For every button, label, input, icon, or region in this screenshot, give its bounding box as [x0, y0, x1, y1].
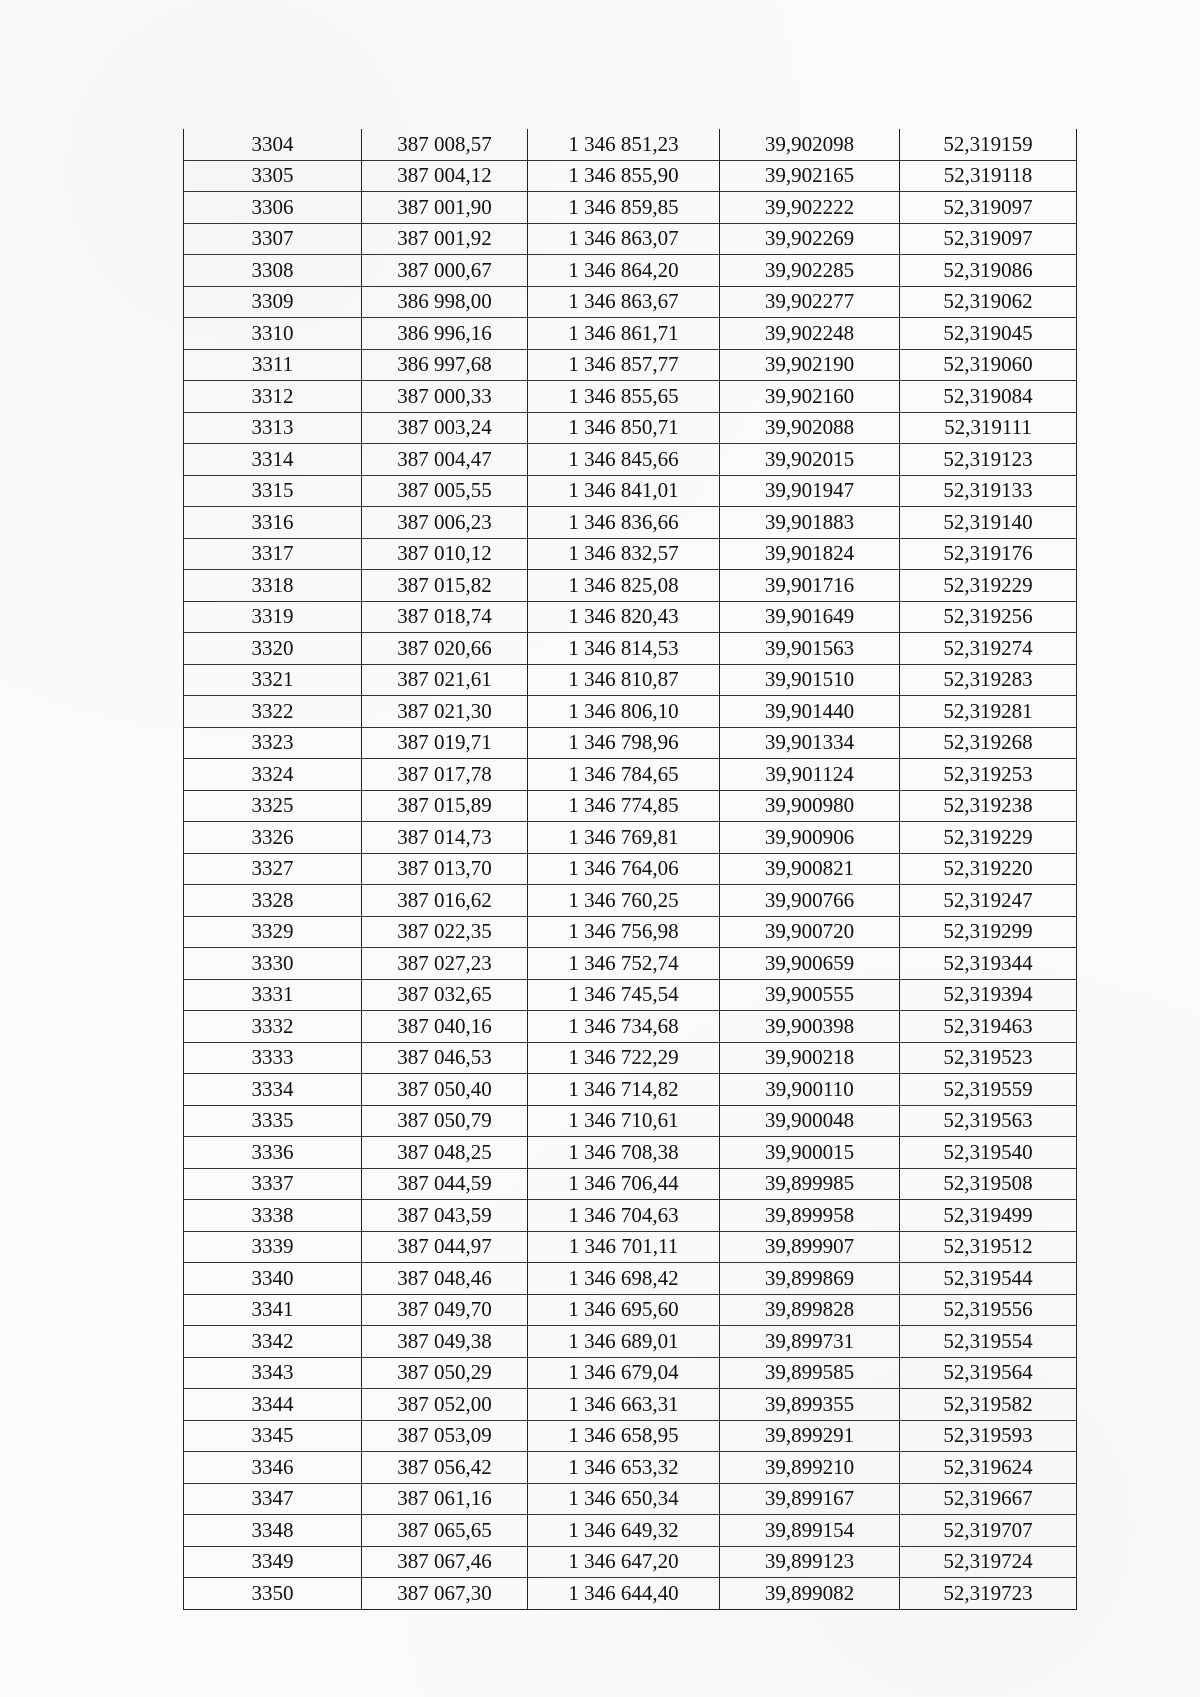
latitude-cell: 52,319084	[900, 381, 1077, 413]
longitude-cell: 39,899731	[720, 1326, 900, 1358]
longitude-cell: 39,900218	[720, 1042, 900, 1074]
y-coordinate-cell: 1 346 841,01	[528, 475, 720, 507]
x-coordinate-cell: 387 013,70	[362, 853, 528, 885]
x-coordinate-cell: 387 000,33	[362, 381, 528, 413]
y-coordinate-cell: 1 346 774,85	[528, 790, 720, 822]
point-number-cell: 3306	[184, 192, 362, 224]
latitude-cell: 52,319111	[900, 412, 1077, 444]
table-row	[184, 727, 1077, 759]
table-row	[184, 1168, 1077, 1200]
table-row	[184, 1137, 1077, 1169]
coordinates-table	[183, 129, 1077, 1610]
latitude-cell: 52,319176	[900, 538, 1077, 570]
x-coordinate-cell: 387 006,23	[362, 507, 528, 539]
longitude-cell: 39,902190	[720, 349, 900, 381]
longitude-cell: 39,902269	[720, 223, 900, 255]
latitude-cell: 52,319564	[900, 1357, 1077, 1389]
latitude-cell: 52,319344	[900, 948, 1077, 980]
longitude-cell: 39,900048	[720, 1105, 900, 1137]
table-row	[184, 1420, 1077, 1452]
latitude-cell: 52,319247	[900, 885, 1077, 917]
longitude-cell: 39,899355	[720, 1389, 900, 1421]
y-coordinate-cell: 1 346 650,34	[528, 1483, 720, 1515]
latitude-cell: 52,319556	[900, 1294, 1077, 1326]
longitude-cell: 39,900821	[720, 853, 900, 885]
longitude-cell: 39,901883	[720, 507, 900, 539]
table-row	[184, 1357, 1077, 1389]
latitude-cell: 52,319123	[900, 444, 1077, 476]
latitude-cell: 52,319281	[900, 696, 1077, 728]
table-row	[184, 948, 1077, 980]
y-coordinate-cell: 1 346 722,29	[528, 1042, 720, 1074]
latitude-cell: 52,319274	[900, 633, 1077, 665]
table-row	[184, 1200, 1077, 1232]
table-row	[184, 286, 1077, 318]
y-coordinate-cell: 1 346 701,11	[528, 1231, 720, 1263]
point-number-cell: 3342	[184, 1326, 362, 1358]
table-row	[184, 192, 1077, 224]
x-coordinate-cell: 387 015,89	[362, 790, 528, 822]
x-coordinate-cell: 387 032,65	[362, 979, 528, 1011]
longitude-cell: 39,900766	[720, 885, 900, 917]
table-row	[184, 412, 1077, 444]
latitude-cell: 52,319624	[900, 1452, 1077, 1484]
y-coordinate-cell: 1 346 764,06	[528, 853, 720, 885]
longitude-cell: 39,901716	[720, 570, 900, 602]
longitude-cell: 39,900659	[720, 948, 900, 980]
x-coordinate-cell: 387 004,47	[362, 444, 528, 476]
longitude-cell: 39,902165	[720, 160, 900, 192]
table-row	[184, 1263, 1077, 1295]
table-row	[184, 696, 1077, 728]
latitude-cell: 52,319593	[900, 1420, 1077, 1452]
x-coordinate-cell: 387 067,46	[362, 1546, 528, 1578]
x-coordinate-cell: 387 040,16	[362, 1011, 528, 1043]
point-number-cell: 3333	[184, 1042, 362, 1074]
point-number-cell: 3328	[184, 885, 362, 917]
y-coordinate-cell: 1 346 850,71	[528, 412, 720, 444]
table-row	[184, 1326, 1077, 1358]
table-row	[184, 475, 1077, 507]
x-coordinate-cell: 387 021,30	[362, 696, 528, 728]
y-coordinate-cell: 1 346 769,81	[528, 822, 720, 854]
longitude-cell: 39,899123	[720, 1546, 900, 1578]
table-row	[184, 1546, 1077, 1578]
latitude-cell: 52,319540	[900, 1137, 1077, 1169]
point-number-cell: 3321	[184, 664, 362, 696]
table-row	[184, 507, 1077, 539]
y-coordinate-cell: 1 346 710,61	[528, 1105, 720, 1137]
longitude-cell: 39,899585	[720, 1357, 900, 1389]
longitude-cell: 39,899291	[720, 1420, 900, 1452]
table-row	[184, 538, 1077, 570]
x-coordinate-cell: 387 065,65	[362, 1515, 528, 1547]
longitude-cell: 39,901510	[720, 664, 900, 696]
y-coordinate-cell: 1 346 851,23	[528, 129, 720, 160]
point-number-cell: 3322	[184, 696, 362, 728]
x-coordinate-cell: 387 021,61	[362, 664, 528, 696]
point-number-cell: 3334	[184, 1074, 362, 1106]
y-coordinate-cell: 1 346 857,77	[528, 349, 720, 381]
x-coordinate-cell: 387 048,25	[362, 1137, 528, 1169]
x-coordinate-cell: 387 003,24	[362, 412, 528, 444]
x-coordinate-cell: 387 022,35	[362, 916, 528, 948]
point-number-cell: 3340	[184, 1263, 362, 1295]
latitude-cell: 52,319667	[900, 1483, 1077, 1515]
latitude-cell: 52,319499	[900, 1200, 1077, 1232]
x-coordinate-cell: 387 004,12	[362, 160, 528, 192]
y-coordinate-cell: 1 346 663,31	[528, 1389, 720, 1421]
x-coordinate-cell: 387 019,71	[362, 727, 528, 759]
y-coordinate-cell: 1 346 806,10	[528, 696, 720, 728]
latitude-cell: 52,319563	[900, 1105, 1077, 1137]
latitude-cell: 52,319299	[900, 916, 1077, 948]
x-coordinate-cell: 387 001,90	[362, 192, 528, 224]
table-row	[184, 916, 1077, 948]
point-number-cell: 3327	[184, 853, 362, 885]
point-number-cell: 3339	[184, 1231, 362, 1263]
table-row	[184, 381, 1077, 413]
table-row	[184, 1515, 1077, 1547]
longitude-cell: 39,899985	[720, 1168, 900, 1200]
y-coordinate-cell: 1 346 798,96	[528, 727, 720, 759]
longitude-cell: 39,901563	[720, 633, 900, 665]
x-coordinate-cell: 387 027,23	[362, 948, 528, 980]
latitude-cell: 52,319140	[900, 507, 1077, 539]
table-row	[184, 223, 1077, 255]
x-coordinate-cell: 386 997,68	[362, 349, 528, 381]
longitude-cell: 39,899167	[720, 1483, 900, 1515]
x-coordinate-cell: 387 000,67	[362, 255, 528, 287]
longitude-cell: 39,900906	[720, 822, 900, 854]
point-number-cell: 3326	[184, 822, 362, 854]
y-coordinate-cell: 1 346 863,07	[528, 223, 720, 255]
latitude-cell: 52,319133	[900, 475, 1077, 507]
table-row	[184, 1294, 1077, 1326]
point-number-cell: 3320	[184, 633, 362, 665]
y-coordinate-cell: 1 346 760,25	[528, 885, 720, 917]
x-coordinate-cell: 387 043,59	[362, 1200, 528, 1232]
y-coordinate-cell: 1 346 734,68	[528, 1011, 720, 1043]
point-number-cell: 3350	[184, 1578, 362, 1610]
table-row	[184, 129, 1077, 160]
y-coordinate-cell: 1 346 861,71	[528, 318, 720, 350]
point-number-cell: 3349	[184, 1546, 362, 1578]
longitude-cell: 39,901440	[720, 696, 900, 728]
table-row	[184, 1042, 1077, 1074]
point-number-cell: 3317	[184, 538, 362, 570]
table-row	[184, 1452, 1077, 1484]
longitude-cell: 39,902098	[720, 129, 900, 160]
point-number-cell: 3341	[184, 1294, 362, 1326]
latitude-cell: 52,319062	[900, 286, 1077, 318]
table-row	[184, 570, 1077, 602]
x-coordinate-cell: 386 998,00	[362, 286, 528, 318]
longitude-cell: 39,899154	[720, 1515, 900, 1547]
latitude-cell: 52,319554	[900, 1326, 1077, 1358]
point-number-cell: 3336	[184, 1137, 362, 1169]
table-row	[184, 633, 1077, 665]
longitude-cell: 39,900110	[720, 1074, 900, 1106]
longitude-cell: 39,901824	[720, 538, 900, 570]
point-number-cell: 3304	[184, 129, 362, 160]
y-coordinate-cell: 1 346 820,43	[528, 601, 720, 633]
point-number-cell: 3335	[184, 1105, 362, 1137]
longitude-cell: 39,902160	[720, 381, 900, 413]
point-number-cell: 3337	[184, 1168, 362, 1200]
y-coordinate-cell: 1 346 704,63	[528, 1200, 720, 1232]
y-coordinate-cell: 1 346 814,53	[528, 633, 720, 665]
x-coordinate-cell: 387 053,09	[362, 1420, 528, 1452]
longitude-cell: 39,899869	[720, 1263, 900, 1295]
x-coordinate-cell: 387 015,82	[362, 570, 528, 602]
point-number-cell: 3330	[184, 948, 362, 980]
latitude-cell: 52,319220	[900, 853, 1077, 885]
point-number-cell: 3332	[184, 1011, 362, 1043]
table-row	[184, 255, 1077, 287]
latitude-cell: 52,319159	[900, 129, 1077, 160]
y-coordinate-cell: 1 346 784,65	[528, 759, 720, 791]
x-coordinate-cell: 387 049,38	[362, 1326, 528, 1358]
y-coordinate-cell: 1 346 745,54	[528, 979, 720, 1011]
y-coordinate-cell: 1 346 825,08	[528, 570, 720, 602]
latitude-cell: 52,319394	[900, 979, 1077, 1011]
x-coordinate-cell: 387 052,00	[362, 1389, 528, 1421]
y-coordinate-cell: 1 346 689,01	[528, 1326, 720, 1358]
latitude-cell: 52,319523	[900, 1042, 1077, 1074]
table-row	[184, 759, 1077, 791]
y-coordinate-cell: 1 346 658,95	[528, 1420, 720, 1452]
latitude-cell: 52,319229	[900, 822, 1077, 854]
x-coordinate-cell: 387 020,66	[362, 633, 528, 665]
latitude-cell: 52,319723	[900, 1578, 1077, 1610]
table-row	[184, 1011, 1077, 1043]
latitude-cell: 52,319229	[900, 570, 1077, 602]
latitude-cell: 52,319559	[900, 1074, 1077, 1106]
point-number-cell: 3348	[184, 1515, 362, 1547]
latitude-cell: 52,319097	[900, 192, 1077, 224]
longitude-cell: 39,899907	[720, 1231, 900, 1263]
y-coordinate-cell: 1 346 810,87	[528, 664, 720, 696]
point-number-cell: 3318	[184, 570, 362, 602]
x-coordinate-cell: 387 017,78	[362, 759, 528, 791]
x-coordinate-cell: 387 050,79	[362, 1105, 528, 1137]
x-coordinate-cell: 387 016,62	[362, 885, 528, 917]
point-number-cell: 3343	[184, 1357, 362, 1389]
x-coordinate-cell: 387 050,29	[362, 1357, 528, 1389]
point-number-cell: 3344	[184, 1389, 362, 1421]
y-coordinate-cell: 1 346 756,98	[528, 916, 720, 948]
longitude-cell: 39,901649	[720, 601, 900, 633]
y-coordinate-cell: 1 346 752,74	[528, 948, 720, 980]
point-number-cell: 3313	[184, 412, 362, 444]
table-row	[184, 664, 1077, 696]
point-number-cell: 3329	[184, 916, 362, 948]
y-coordinate-cell: 1 346 832,57	[528, 538, 720, 570]
table-row	[184, 853, 1077, 885]
latitude-cell: 52,319544	[900, 1263, 1077, 1295]
latitude-cell: 52,319582	[900, 1389, 1077, 1421]
point-number-cell: 3345	[184, 1420, 362, 1452]
y-coordinate-cell: 1 346 647,20	[528, 1546, 720, 1578]
y-coordinate-cell: 1 346 845,66	[528, 444, 720, 476]
table-row	[184, 1389, 1077, 1421]
point-number-cell: 3346	[184, 1452, 362, 1484]
x-coordinate-cell: 386 996,16	[362, 318, 528, 350]
longitude-cell: 39,900398	[720, 1011, 900, 1043]
latitude-cell: 52,319707	[900, 1515, 1077, 1547]
latitude-cell: 52,319512	[900, 1231, 1077, 1263]
y-coordinate-cell: 1 346 855,65	[528, 381, 720, 413]
table-row	[184, 790, 1077, 822]
table-row	[184, 1074, 1077, 1106]
longitude-cell: 39,899828	[720, 1294, 900, 1326]
y-coordinate-cell: 1 346 714,82	[528, 1074, 720, 1106]
table-row	[184, 1483, 1077, 1515]
table-row	[184, 822, 1077, 854]
latitude-cell: 52,319097	[900, 223, 1077, 255]
y-coordinate-cell: 1 346 653,32	[528, 1452, 720, 1484]
longitude-cell: 39,901947	[720, 475, 900, 507]
x-coordinate-cell: 387 049,70	[362, 1294, 528, 1326]
longitude-cell: 39,900720	[720, 916, 900, 948]
point-number-cell: 3307	[184, 223, 362, 255]
latitude-cell: 52,319118	[900, 160, 1077, 192]
point-number-cell: 3338	[184, 1200, 362, 1232]
latitude-cell: 52,319238	[900, 790, 1077, 822]
latitude-cell: 52,319045	[900, 318, 1077, 350]
x-coordinate-cell: 387 044,59	[362, 1168, 528, 1200]
latitude-cell: 52,319256	[900, 601, 1077, 633]
y-coordinate-cell: 1 346 649,32	[528, 1515, 720, 1547]
point-number-cell: 3331	[184, 979, 362, 1011]
y-coordinate-cell: 1 346 859,85	[528, 192, 720, 224]
longitude-cell: 39,901334	[720, 727, 900, 759]
y-coordinate-cell: 1 346 864,20	[528, 255, 720, 287]
y-coordinate-cell: 1 346 679,04	[528, 1357, 720, 1389]
y-coordinate-cell: 1 346 708,38	[528, 1137, 720, 1169]
latitude-cell: 52,319086	[900, 255, 1077, 287]
x-coordinate-cell: 387 018,74	[362, 601, 528, 633]
table-row	[184, 885, 1077, 917]
latitude-cell: 52,319724	[900, 1546, 1077, 1578]
table-row	[184, 601, 1077, 633]
longitude-cell: 39,901124	[720, 759, 900, 791]
longitude-cell: 39,902248	[720, 318, 900, 350]
point-number-cell: 3312	[184, 381, 362, 413]
longitude-cell: 39,900555	[720, 979, 900, 1011]
y-coordinate-cell: 1 346 855,90	[528, 160, 720, 192]
longitude-cell: 39,900015	[720, 1137, 900, 1169]
latitude-cell: 52,319283	[900, 664, 1077, 696]
point-number-cell: 3311	[184, 349, 362, 381]
table-row	[184, 1231, 1077, 1263]
x-coordinate-cell: 387 061,16	[362, 1483, 528, 1515]
table-row	[184, 979, 1077, 1011]
longitude-cell: 39,902222	[720, 192, 900, 224]
y-coordinate-cell: 1 346 698,42	[528, 1263, 720, 1295]
point-number-cell: 3324	[184, 759, 362, 791]
y-coordinate-cell: 1 346 644,40	[528, 1578, 720, 1610]
y-coordinate-cell: 1 346 836,66	[528, 507, 720, 539]
point-number-cell: 3308	[184, 255, 362, 287]
point-number-cell: 3310	[184, 318, 362, 350]
x-coordinate-cell: 387 008,57	[362, 129, 528, 160]
x-coordinate-cell: 387 014,73	[362, 822, 528, 854]
x-coordinate-cell: 387 056,42	[362, 1452, 528, 1484]
point-number-cell: 3325	[184, 790, 362, 822]
x-coordinate-cell: 387 005,55	[362, 475, 528, 507]
coordinates-table-body	[184, 129, 1077, 1609]
point-number-cell: 3314	[184, 444, 362, 476]
longitude-cell: 39,900980	[720, 790, 900, 822]
point-number-cell: 3309	[184, 286, 362, 318]
point-number-cell: 3305	[184, 160, 362, 192]
y-coordinate-cell: 1 346 863,67	[528, 286, 720, 318]
table-row	[184, 349, 1077, 381]
latitude-cell: 52,319463	[900, 1011, 1077, 1043]
point-number-cell: 3316	[184, 507, 362, 539]
latitude-cell: 52,319268	[900, 727, 1077, 759]
x-coordinate-cell: 387 050,40	[362, 1074, 528, 1106]
table-row	[184, 1105, 1077, 1137]
longitude-cell: 39,902088	[720, 412, 900, 444]
longitude-cell: 39,899082	[720, 1578, 900, 1610]
latitude-cell: 52,319508	[900, 1168, 1077, 1200]
longitude-cell: 39,899210	[720, 1452, 900, 1484]
latitude-cell: 52,319253	[900, 759, 1077, 791]
longitude-cell: 39,902015	[720, 444, 900, 476]
longitude-cell: 39,902285	[720, 255, 900, 287]
table-row	[184, 318, 1077, 350]
x-coordinate-cell: 387 001,92	[362, 223, 528, 255]
point-number-cell: 3319	[184, 601, 362, 633]
x-coordinate-cell: 387 067,30	[362, 1578, 528, 1610]
point-number-cell: 3323	[184, 727, 362, 759]
latitude-cell: 52,319060	[900, 349, 1077, 381]
longitude-cell: 39,899958	[720, 1200, 900, 1232]
table-row	[184, 444, 1077, 476]
x-coordinate-cell: 387 046,53	[362, 1042, 528, 1074]
x-coordinate-cell: 387 048,46	[362, 1263, 528, 1295]
table-row	[184, 160, 1077, 192]
point-number-cell: 3315	[184, 475, 362, 507]
longitude-cell: 39,902277	[720, 286, 900, 318]
y-coordinate-cell: 1 346 695,60	[528, 1294, 720, 1326]
y-coordinate-cell: 1 346 706,44	[528, 1168, 720, 1200]
point-number-cell: 3347	[184, 1483, 362, 1515]
table-row	[184, 1578, 1077, 1610]
x-coordinate-cell: 387 044,97	[362, 1231, 528, 1263]
x-coordinate-cell: 387 010,12	[362, 538, 528, 570]
